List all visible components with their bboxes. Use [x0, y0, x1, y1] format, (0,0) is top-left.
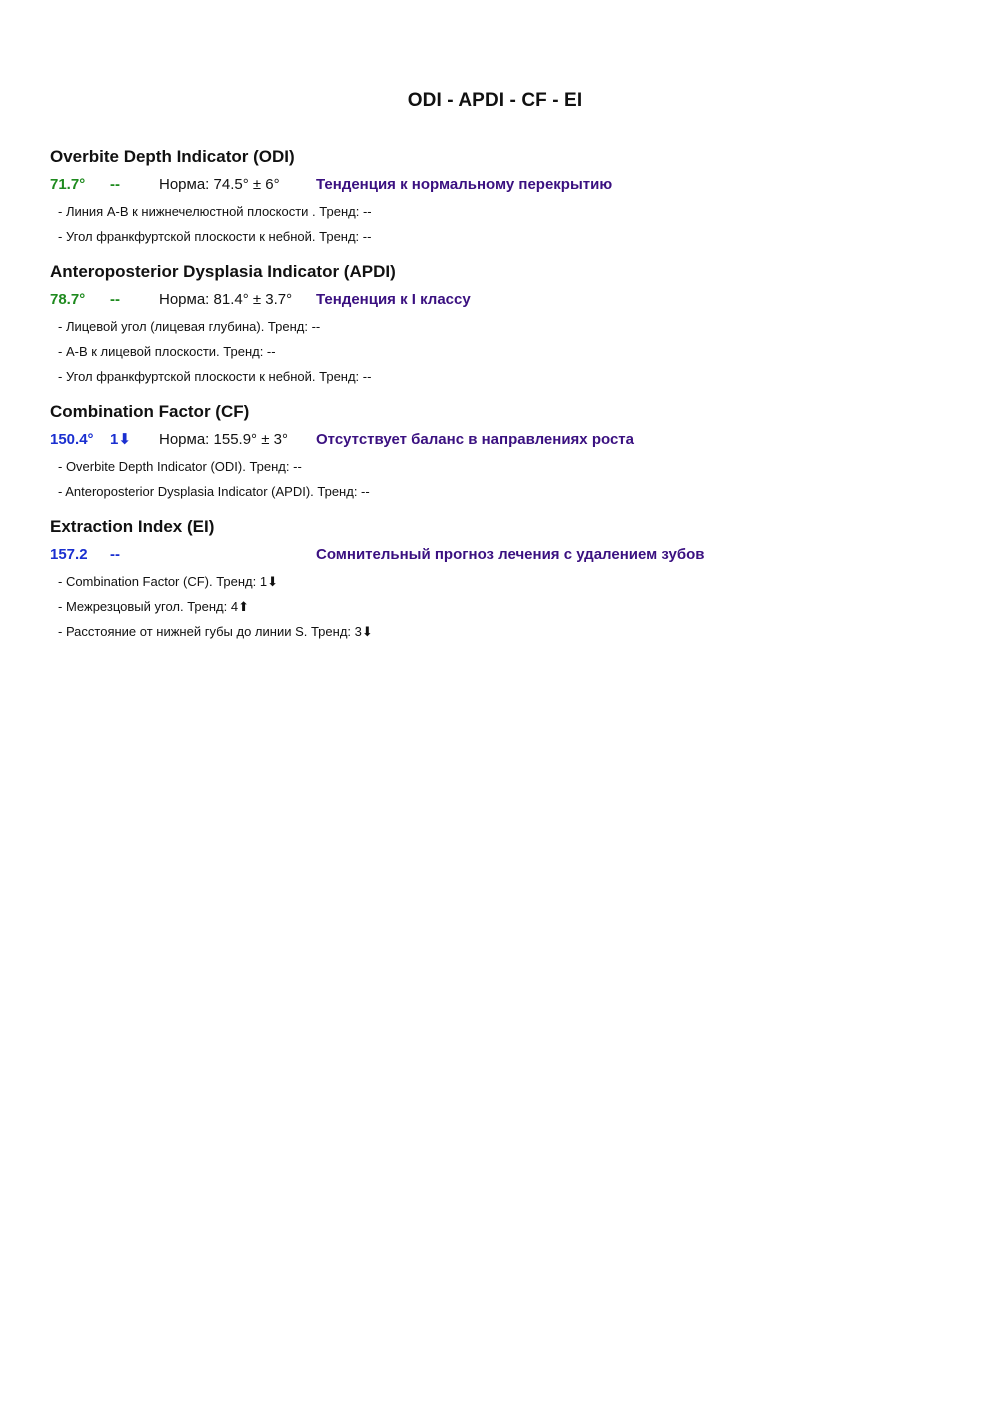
- component-list: [50, 199, 970, 249]
- trend-indicator: --: [110, 291, 120, 308]
- verdict-text: Сомнительный прогноз лечения с удалением зубов: [316, 546, 705, 563]
- section-apdi: [50, 261, 970, 389]
- list-item: - Anteroposterior Dysplasia Indicator (APDI). Тренд: --: [58, 484, 370, 499]
- measured-value: 71.7°: [50, 176, 86, 193]
- measured-value: 78.7°: [50, 291, 86, 308]
- component-list: [50, 314, 970, 389]
- trend-indicator: --: [110, 176, 120, 193]
- section-heading: Extraction Index (EI): [50, 517, 215, 536]
- section-heading: Combination Factor (CF): [50, 402, 250, 421]
- verdict-text: Тенденция к I классу: [316, 291, 471, 308]
- trend-indicator: 1⬇: [110, 431, 131, 448]
- page-title: ODI - APDI - CF - EI: [407, 90, 583, 111]
- list-item: - Overbite Depth Indicator (ODI). Тренд: --: [58, 459, 302, 474]
- list-item: - Линия А-В к нижнечелюстной плоскости . Тренд: --: [58, 204, 372, 219]
- component-list: [50, 569, 970, 644]
- list-item: - Расстояние от нижней губы до линии S. Тренд: 3⬇: [58, 624, 373, 639]
- section-ei: [50, 516, 970, 644]
- list-item: - А-В к лицевой плоскости. Тренд: --: [58, 344, 276, 359]
- value-row: [50, 286, 970, 314]
- list-item: - Угол франкфуртской плоскости к небной. Тренд: --: [58, 229, 372, 244]
- component-list: [50, 454, 970, 504]
- value-row: [50, 426, 970, 454]
- list-item: - Combination Factor (CF). Тренд: 1⬇: [58, 574, 278, 589]
- section-odi: [50, 146, 970, 249]
- measured-value: 157.2: [50, 546, 88, 563]
- value-row: [50, 541, 970, 569]
- measured-value: 150.4°: [50, 431, 94, 448]
- section-heading: Anteroposterior Dysplasia Indicator (APDI): [50, 262, 396, 281]
- list-item: - Лицевой угол (лицевая глубина). Тренд: --: [58, 319, 321, 334]
- list-item: - Угол франкфуртской плоскости к небной. Тренд: --: [58, 369, 372, 384]
- norm-range: Норма: 81.4° ± 3.7°: [159, 291, 293, 308]
- norm-range: Норма: 74.5° ± 6°: [159, 176, 280, 193]
- verdict-text: Тенденция к нормальному перекрытию: [316, 176, 613, 193]
- list-item: - Межрезцовый угол. Тренд: 4⬆: [58, 599, 249, 614]
- section-heading: Overbite Depth Indicator (ODI): [50, 147, 295, 166]
- trend-indicator: --: [110, 546, 120, 563]
- verdict-text: Отсутствует баланс в направлениях роста: [316, 431, 634, 448]
- norm-range: Норма: 155.9° ± 3°: [159, 431, 288, 448]
- value-row: [50, 171, 970, 199]
- section-cf: [50, 401, 970, 504]
